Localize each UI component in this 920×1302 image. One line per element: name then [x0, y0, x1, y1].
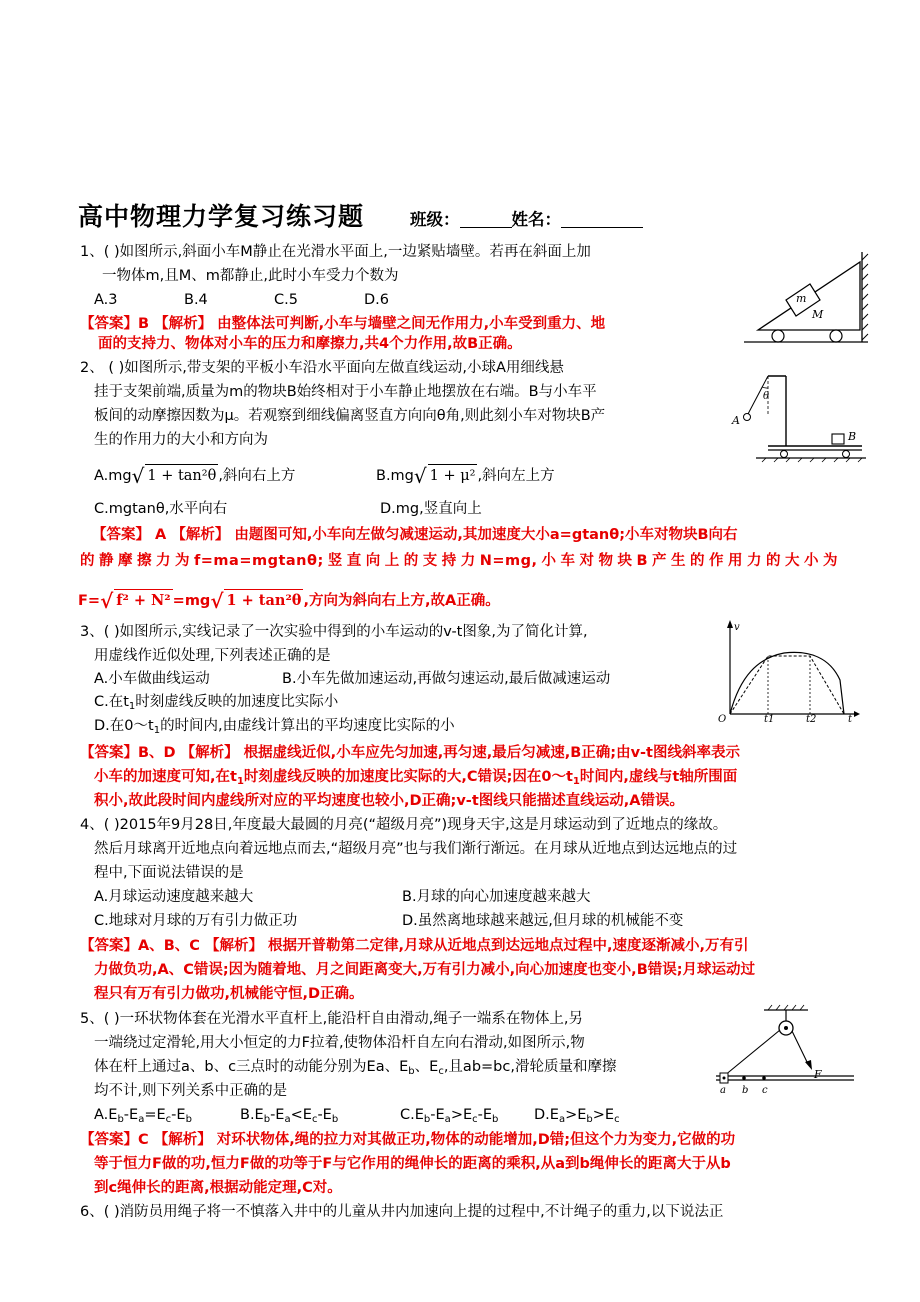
q2-option-b-radicand: 1 + μ²: [428, 464, 478, 487]
q2-answer-suffix: ,方向为斜向右上方,故A正确。: [303, 593, 500, 609]
q1-answer-line1: 【答案】B 【解析】 由整体法可判断,小车与墙壁之间无作用力,小车受到重力、地: [80, 316, 606, 332]
q5-answer-line3: 到c绳伸长的距离,根据动能定理,C对。: [94, 1180, 342, 1196]
q5-pulley-figure: [712, 1004, 858, 1096]
q3-answer-2-sub2: 1: [572, 776, 580, 787]
q2-option-b-suffix: ,斜向左上方: [477, 468, 555, 484]
q5-option-c-label: C.E: [400, 1107, 424, 1123]
q5-option-d-label: D.E: [534, 1107, 559, 1123]
q4-stem-line3: 程中,下面说法错误的是: [94, 865, 244, 881]
q5-fig-label-a: a: [720, 1085, 726, 1096]
page-title: 高中物理力学复习练习题: [78, 202, 365, 231]
q1-fig-label-m: m: [796, 292, 807, 305]
q2-stem-line1: 2、 ( )如图所示,带支架的平板小车沿水平面向左做直线运动,小球A用细线悬: [80, 360, 564, 376]
name-blank[interactable]: [561, 210, 643, 228]
q4-answer-line3: 程只有万有引力做功,机械能守恒,D正确。: [94, 986, 364, 1002]
q3-answer-line1: 【答案】B、D 【解析】 根据虚线近似,小车应先匀加速,再匀速,最后匀减速,B正确;由v-t图线斜率表示: [80, 745, 740, 761]
q3-stem-line1: 3、( )如图所示,实线记录了一次实验中得到的小车运动的v-t图象,为了简化计算,: [80, 624, 588, 640]
q5-stem-line2: 一端绕过定滑轮,用大小恒定的力F拉着,使物体沿杆自左向右滑动,如图所示,物: [94, 1035, 585, 1051]
q6-stem-line1: 6、( )消防员用绳子将一不慎落入井中的儿童从井内加速向上提的过程中,不计绳子的重力,以下说法正: [80, 1204, 724, 1220]
q5-stem-line4: 均不计,则下列关系中正确的是: [94, 1083, 288, 1099]
q4-stem-line2: 然后月球离开近地点向着远地点而去,“超级月亮”也与我们渐行渐远。在月球从近地点到达远地点的过: [94, 841, 738, 857]
q3-stem-line2: 用虚线作近似处理,下列表述正确的是: [94, 648, 331, 664]
q3-option-c-sub: 1: [128, 701, 136, 712]
q5-answer-line2: 等于恒力F做的功,恒力F做的功等于F与它作用的绳伸长的距离的乘积,从a到b绳伸长的距离大于从b: [94, 1156, 731, 1172]
q2-stem-line2: 挂于支架前端,质量为m的物块B始终相对于小车静止地摆放在右端。B与小车平: [94, 384, 597, 400]
q5-option-a-label: A.E: [94, 1107, 118, 1123]
q3-fig-label-v: v: [734, 622, 740, 633]
q3-fig-label-t: t: [848, 714, 853, 725]
q5-stem-line3: 体在杆上通过a、b、c三点时的动能分别为Ea、$E_b$、$E_c$,且ab=bc,滑轮质量和摩擦: [94, 1059, 617, 1077]
class-name-fields: [410, 206, 643, 230]
q4-option-c: C.地球对月球的万有引力做正功: [94, 913, 298, 929]
q3-option-c: [94, 691, 338, 718]
q3-vt-graph: [714, 618, 860, 726]
q1-stem-line1: 1、( )如图所示,斜面小车M静止在光滑水平面上,一边紧贴墙壁。若再在斜面上加: [80, 244, 591, 260]
q1-stem-line2: 一物体m,且M、m都静止,此时小车受力个数为: [102, 268, 399, 284]
q1-option-a: A.3: [94, 292, 118, 308]
q3-option-b: B.小车先做加速运动,再做匀速运动,最后做减速运动: [282, 671, 611, 687]
q5-fig-label-F: F: [814, 1068, 822, 1081]
q1-option-b: B.4: [184, 292, 208, 308]
q3-option-a: A.小车做曲线运动: [94, 671, 210, 687]
q5-stem-line1: 5、( )一环状物体套在光滑水平直杆上,能沿杆自由滑动,绳子一端系在物体上,另: [80, 1011, 583, 1027]
q2-option-a-radicand: 1 + tan²θ: [145, 464, 218, 487]
class-label: 班级：: [410, 210, 460, 229]
q5-answer-line1: 【答案】C 【解析】 对环状物体,绳的拉力对其做正功,物体的动能增加,D错;但这个力为变力,它做的功: [80, 1132, 736, 1148]
q5-fig-label-c: c: [762, 1085, 768, 1096]
q3-answer-2-mid: 时刻虚线反映的加速度比实际的大,C错误;因在0～t: [243, 769, 573, 785]
q3-option-c-post: 时刻虚线反映的加速度比实际小: [135, 694, 339, 710]
q3-option-d-post: 的时间内,由虚线计算出的平均速度比实际的小: [160, 718, 455, 734]
q2-answer-radicand-2: 1 + tan²θ: [224, 589, 303, 612]
q2-option-b-prefix: B.mg: [376, 468, 414, 484]
q3-option-c-pre: C.在t: [94, 694, 129, 710]
q5-option-c: $C.E_b-E_a>E_c-E_b$: [400, 1107, 499, 1125]
q2-fig-label-B: B: [848, 430, 857, 443]
q3-answer-line3: 积小,故此段时间内虚线所对应的平均速度也较小,D正确;v-t图线只能描述直线运动,A错误。: [94, 793, 684, 809]
q2-answer-mid: =mg: [172, 593, 211, 609]
q2-cart-figure: [728, 368, 868, 464]
q2-option-c: C.mgtanθ,水平向右: [94, 501, 228, 517]
q2-option-d: D.mg,竖直向上: [380, 501, 482, 517]
q2-answer-f-prefix: F=: [78, 593, 101, 609]
q4-answer-line1: 【答案】A、B、C 【解析】 根据开普勒第二定律,月球从近地点到达远地点过程中,速度逐渐减小,万有引: [80, 938, 749, 954]
q2-stem-line3: 板间的动摩擦因数为μ。若观察到细线偏离竖直方向向θ角,则此刻小车对物块B产: [94, 408, 606, 424]
q3-answer-2-post: 时间内,虚线与t轴所围面: [579, 769, 738, 785]
q4-option-d: D.虽然离地球越来越远,但月球的机械能不变: [402, 913, 684, 929]
q1-answer-line2: 面的支持力、物体对小车的压力和摩擦力,共4个力作用,故B正确。: [98, 336, 522, 352]
q5-stem3-pre: 体在杆上通过a、b、c三点时的动能分别为E: [94, 1059, 376, 1075]
q2-option-b: B.mg√ 1 + μ² ,斜向左上方: [376, 464, 555, 488]
q2-answer-line2: 的静摩擦力为f=ma=mgtanθ;竖直向上的支持力N=mg,小车对物块B产生的作用力的大小为: [80, 553, 838, 569]
q5-option-a: $A.E_b-E_a=E_c-E_b$: [94, 1107, 192, 1125]
q3-answer-line2: [94, 766, 737, 793]
q4-stem-line1: 4、( )2015年9月28日,年度最大最圆的月亮(“超级月亮”)现身天宇,这是月球运动到了近地点的缘故。: [80, 817, 728, 833]
q2-stem-line4: 生的作用力的大小和方向为: [94, 432, 268, 448]
q3-answer-2-sub: 1: [236, 776, 244, 787]
q2-answer-line1: 【答案】 A 【解析】 由题图可知,小车向左做匀减速运动,其加速度大小a=gtanθ;小车对物块B向右: [92, 527, 738, 543]
q4-answer-line2: 力做负功,A、C错误;因为随着地、月之间距离变大,万有引力减小,向心加速度也变小,B错误;月球运动过: [94, 962, 756, 978]
q4-option-a: A.月球运动速度越来越大: [94, 889, 254, 905]
q3-fig-label-O: O: [718, 714, 727, 725]
class-blank[interactable]: [460, 210, 512, 228]
q5-option-b-label: B.E: [240, 1107, 264, 1123]
q2-option-a: A.mg√ 1 + tan²θ ,斜向右上方: [94, 464, 296, 488]
q1-fig-label-M: M: [812, 308, 824, 321]
q3-option-d-pre: D.在0～t: [94, 718, 154, 734]
q3-fig-label-t2: t2: [806, 714, 817, 725]
q1-incline-figure: [740, 250, 870, 350]
q2-fig-label-A: A: [732, 414, 740, 427]
q3-option-d-sub: 1: [153, 725, 161, 736]
q5-fig-label-b: b: [742, 1085, 749, 1096]
q2-answer-line3: F=√ f² + N² =mg√ 1 + tan²θ ,方向为斜向右上方,故A正确。: [78, 589, 500, 613]
q1-option-c: C.5: [274, 292, 298, 308]
q5-option-b: $B.E_b-E_a<E_c-E_b$: [240, 1107, 339, 1125]
q4-option-b: B.月球的向心加速度越来越大: [402, 889, 591, 905]
q3-answer-2-pre: 小车的加速度可知,在t: [94, 769, 237, 785]
q5-option-d: $D.E_a>E_b>E_c$: [534, 1107, 620, 1125]
q1-option-d: D.6: [364, 292, 389, 308]
q2-fig-label-theta: θ: [763, 391, 770, 402]
q2-option-a-suffix: ,斜向右上方: [218, 468, 296, 484]
name-label: 姓名：: [511, 210, 561, 229]
q5-stem3-post: ,且ab=bc,滑轮质量和摩擦: [443, 1059, 617, 1075]
q3-fig-label-t1: t1: [764, 714, 775, 725]
q3-option-d: [94, 715, 455, 742]
q2-answer-radicand-1: f² + N²: [114, 589, 172, 612]
q2-option-a-prefix: A.mg: [94, 468, 132, 484]
